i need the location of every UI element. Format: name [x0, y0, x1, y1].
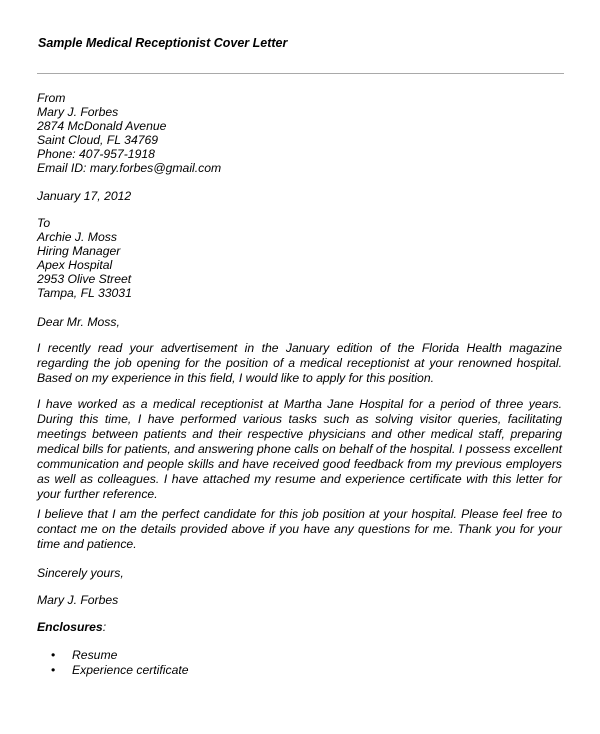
recipient-name: Archie J. Moss	[37, 230, 117, 244]
enclosure-item	[37, 648, 189, 663]
sender-name: Mary J. Forbes	[37, 105, 119, 119]
sender-address-line-1: 2874 McDonald Avenue	[37, 119, 167, 133]
sender-label: From	[37, 91, 66, 105]
letter-date: January 17, 2012	[37, 189, 132, 203]
recipient-company: Apex Hospital	[37, 258, 113, 272]
body-paragraph-3: I believe that I am the perfect candidate for this job position at your hospital. Please feel free to contact me on the details provided above if you have any questions for me. Thank you for your time and patience.	[37, 507, 562, 551]
valediction: Sincerely yours,	[37, 566, 124, 580]
recipient-address-line-1: 2953 Olive Street	[37, 272, 132, 286]
enclosure-item-label: Resume	[72, 648, 118, 662]
sender-email: Email ID: mary.forbes@gmail.com	[37, 161, 222, 175]
document-title: Sample Medical Receptionist Cover Letter	[38, 36, 288, 50]
bullet-icon: •	[51, 648, 56, 662]
sender-phone: Phone: 407-957-1918	[37, 147, 155, 161]
signature-name: Mary J. Forbes	[37, 593, 119, 607]
enclosures-colon: :	[102, 620, 107, 634]
sender-address-line-2: Saint Cloud, FL 34769	[37, 133, 159, 147]
enclosures-list	[37, 648, 189, 678]
enclosures-heading	[37, 620, 106, 634]
recipient-label: To	[37, 216, 51, 230]
header-divider	[37, 73, 564, 74]
salutation: Dear Mr. Moss,	[37, 315, 120, 329]
body-paragraph-1: I recently read your advertisement in the January edition of the Florida Health magazine regarding the job opening for the position of a medical receptionist at your renowned hospital. Based on my experience in this field, I would like to apply for this position.	[37, 341, 562, 385]
enclosure-item-label: Experience certificate	[72, 663, 189, 677]
enclosures-label: Enclosures	[37, 620, 103, 634]
body-paragraph-2: I have worked as a medical receptionist at Martha Jane Hospital for a period of three years. During this time, I have performed various tasks such as solving visitor queries, facilitating meetings between patients and their respective physicians and other medical staff, preparing medical bills for patients, and answering phone calls on behalf of the hospital. I possess excellent communication and people skills and have received good feedback from my previous employers as well as colleagues. I have attached my resume and experience certificate with this letter for your further reference.	[37, 397, 562, 501]
recipient-title: Hiring Manager	[37, 244, 121, 258]
enclosure-item	[37, 663, 189, 678]
recipient-address-line-2: Tampa, FL 33031	[37, 286, 132, 300]
bullet-icon: •	[51, 663, 56, 677]
